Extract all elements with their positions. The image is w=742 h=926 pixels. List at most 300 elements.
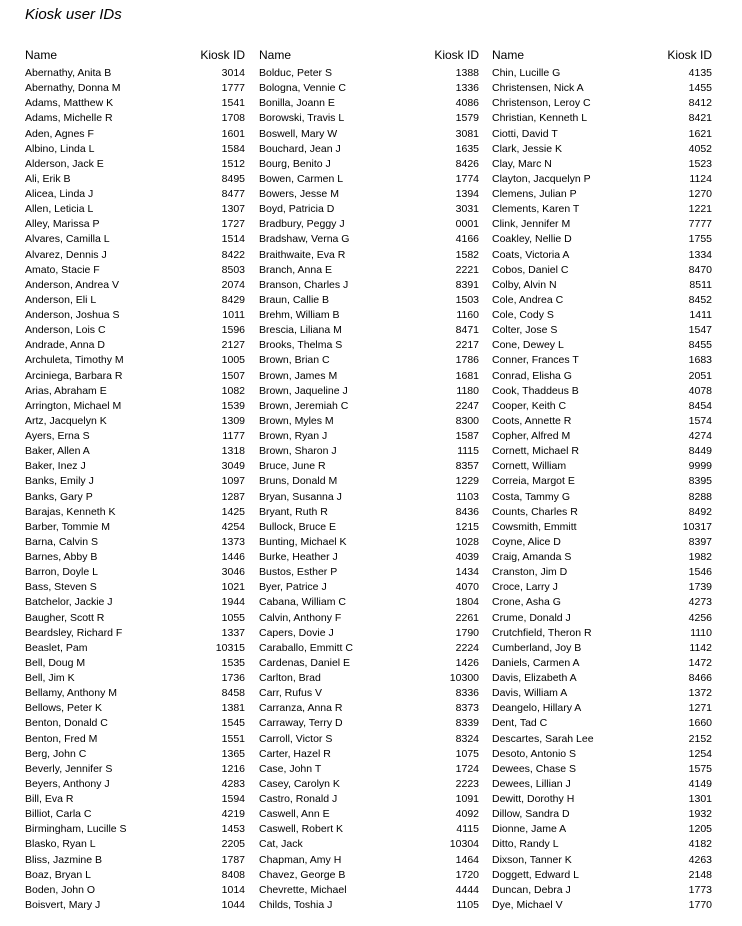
- table-row: [25, 748, 245, 763]
- table-row: [492, 385, 712, 400]
- kiosk-id: 4135: [688, 67, 712, 79]
- kiosk-id: 1411: [689, 309, 712, 321]
- user-name: Caraballo, Emmitt C: [259, 641, 353, 654]
- kiosk-id: 1254: [688, 747, 712, 760]
- user-name: Braithwaite, Eva R: [259, 248, 346, 261]
- table-row: [259, 400, 479, 415]
- user-name: Bruce, June R: [259, 460, 326, 473]
- kiosk-id: 1660: [688, 717, 712, 730]
- user-name: Coots, Annette R: [492, 414, 572, 427]
- kiosk-id: 1621: [688, 127, 712, 140]
- table-row: [259, 264, 479, 279]
- user-name: Abernathy, Donna M: [25, 82, 121, 95]
- table-row: [25, 627, 245, 642]
- kiosk-id: 1804: [455, 596, 479, 609]
- user-name: Amato, Stacie F: [25, 263, 100, 276]
- table-row: [259, 294, 479, 309]
- kiosk-id: 4256: [688, 611, 712, 624]
- user-name: Carr, Rufus V: [259, 687, 323, 700]
- user-name: Coats, Victoria A: [492, 248, 570, 261]
- user-name: Barber, Tommie M: [25, 520, 110, 533]
- user-name: Caswell, Ann E: [259, 808, 330, 821]
- table-row: [492, 370, 712, 385]
- user-name: Aden, Agnes F: [25, 127, 94, 140]
- table-row: [25, 279, 245, 294]
- user-name: Beyers, Anthony J: [25, 777, 110, 790]
- user-name: Boaz, Bryan L: [25, 868, 91, 881]
- table-row: [25, 612, 245, 627]
- table-row: [492, 143, 712, 158]
- table-row: [492, 233, 712, 248]
- table-row: [492, 596, 712, 611]
- user-name: Beverly, Jennifer S: [25, 762, 113, 775]
- kiosk-id: 8324: [455, 732, 479, 745]
- table-row: [492, 445, 712, 460]
- user-name: Clay, Marc N: [492, 157, 552, 170]
- user-name: Davis, Elizabeth A: [492, 672, 577, 684]
- table-row: [492, 566, 712, 581]
- kiosk-id: 3031: [455, 203, 479, 216]
- user-name: Clements, Karen T: [492, 203, 580, 216]
- user-name: Christensen, Nick A: [492, 82, 584, 95]
- user-name: Dewees, Lillian J: [492, 777, 571, 790]
- table-row: [25, 823, 245, 838]
- user-name: Adams, Matthew K: [25, 97, 114, 110]
- table-row: [25, 854, 245, 869]
- user-name: Alvarez, Dennis J: [25, 248, 107, 261]
- table-row: [25, 687, 245, 702]
- table-row: [259, 596, 479, 611]
- user-name: Deangelo, Hillary A: [492, 702, 582, 715]
- kiosk-id: 3081: [455, 127, 479, 140]
- table-row: [492, 687, 712, 702]
- table-row: [25, 173, 245, 188]
- user-name: Clemens, Julian P: [492, 188, 577, 200]
- user-name: Anderson, Joshua S: [25, 309, 120, 321]
- kiosk-id: 1982: [688, 551, 712, 563]
- kiosk-id: 2152: [688, 732, 712, 745]
- table-row: [492, 128, 712, 143]
- table-row: [25, 233, 245, 248]
- user-name: Ditto, Randy L: [492, 838, 559, 851]
- user-name: Crutchfield, Theron R: [492, 626, 592, 639]
- kiosk-id: 1287: [221, 490, 245, 503]
- kiosk-id: 1021: [221, 581, 245, 594]
- kiosk-id: 4182: [688, 838, 712, 851]
- table-row: [259, 188, 479, 203]
- user-name: Barajas, Kenneth K: [25, 505, 116, 518]
- user-name: Doggett, Edward L: [492, 868, 579, 881]
- user-name: Bellows, Peter K: [25, 702, 103, 715]
- column-1: [25, 48, 245, 914]
- table-row: [25, 521, 245, 536]
- table-row: [25, 128, 245, 143]
- table-row: [25, 657, 245, 672]
- table-row: [25, 158, 245, 173]
- kiosk-id: 10304: [449, 838, 479, 851]
- kiosk-id: 8412: [688, 97, 712, 110]
- user-name: Dillow, Sandra D: [492, 808, 570, 821]
- table-row: [259, 279, 479, 294]
- table-row: [492, 899, 712, 914]
- table-row: [492, 657, 712, 672]
- table-row: [25, 67, 245, 82]
- table-row: [259, 415, 479, 430]
- kiosk-id: 1105: [456, 898, 479, 911]
- table-row: [259, 491, 479, 506]
- kiosk-id: 1307: [221, 203, 245, 216]
- table-row: [25, 551, 245, 566]
- kiosk-id: 4086: [455, 97, 479, 110]
- kiosk-id: 1337: [221, 626, 245, 639]
- kiosk-id: 1044: [221, 898, 245, 911]
- kiosk-id: 8449: [688, 445, 712, 458]
- table-row: [259, 778, 479, 793]
- table-row: [259, 733, 479, 748]
- user-name: Dewitt, Dorothy H: [492, 793, 575, 805]
- kiosk-id: 1720: [455, 868, 479, 881]
- user-name: Arias, Abraham E: [25, 384, 107, 397]
- user-name: Christenson, Leroy C: [492, 97, 591, 110]
- user-name: Bliss, Jazmine B: [25, 853, 103, 866]
- user-name: Brown, Jaqueline J: [259, 384, 348, 397]
- table-row: [259, 869, 479, 884]
- kiosk-id: 1472: [688, 656, 712, 669]
- table-row: [492, 854, 712, 869]
- kiosk-id: 4263: [688, 853, 712, 866]
- kiosk-id: 2223: [455, 777, 479, 790]
- table-row: [25, 763, 245, 778]
- table-row: [25, 838, 245, 853]
- kiosk-id: 1523: [688, 157, 712, 170]
- kiosk-id: 1365: [221, 747, 245, 760]
- table-row: [259, 97, 479, 112]
- kiosk-id: 1028: [455, 535, 479, 548]
- kiosk-id: 1381: [221, 702, 245, 715]
- user-name: Banks, Gary P: [25, 490, 93, 503]
- user-name: Correia, Margot E: [492, 475, 575, 488]
- table-row: [25, 581, 245, 596]
- table-row: [259, 430, 479, 445]
- table-row: [492, 521, 712, 536]
- kiosk-id: 10317: [682, 520, 712, 533]
- table-row: [492, 717, 712, 732]
- kiosk-id: 1546: [688, 566, 712, 579]
- user-name: Case, John T: [259, 762, 322, 775]
- kiosk-id: 8373: [455, 702, 479, 715]
- kiosk-id: 8458: [221, 687, 245, 700]
- user-name: Alderson, Jack E: [25, 157, 104, 170]
- user-name: Bowers, Jesse M: [259, 188, 339, 200]
- user-name: Colter, Jose S: [492, 324, 558, 337]
- user-name: Brown, Myles M: [259, 414, 334, 427]
- table-row: [492, 82, 712, 97]
- table-row: [492, 642, 712, 657]
- kiosk-id: 1124: [689, 172, 712, 185]
- user-name: Arciniega, Barbara R: [25, 369, 123, 382]
- table-row: [259, 551, 479, 566]
- table-row: [492, 808, 712, 823]
- table-row: [259, 370, 479, 385]
- table-row: [259, 249, 479, 264]
- table-row: [492, 264, 712, 279]
- kiosk-id: 2051: [688, 369, 712, 382]
- kiosk-id: 4115: [456, 823, 479, 836]
- user-name: Bologna, Vennie C: [259, 82, 346, 95]
- user-name: Adams, Michelle R: [25, 112, 113, 125]
- kiosk-id: 8436: [455, 505, 479, 518]
- kiosk-id: 1075: [455, 747, 479, 760]
- kiosk-id: 1787: [221, 853, 245, 866]
- kiosk-id: 1579: [455, 112, 479, 125]
- table-row: [25, 264, 245, 279]
- kiosk-id: 1434: [455, 566, 479, 579]
- user-name: Castro, Ronald J: [259, 793, 338, 805]
- kiosk-id-header: Kiosk ID: [200, 48, 245, 62]
- kiosk-id: 8477: [221, 188, 245, 200]
- kiosk-id: 1587: [455, 430, 479, 442]
- user-name: Ciotti, David T: [492, 127, 558, 140]
- kiosk-id: 4092: [455, 808, 479, 821]
- column-2: [259, 48, 479, 914]
- kiosk-id: 2127: [221, 339, 245, 352]
- user-name: Cooper, Keith C: [492, 399, 567, 412]
- kiosk-id: 1005: [221, 354, 245, 367]
- kiosk-id: 9999: [688, 460, 712, 473]
- table-row: [259, 67, 479, 82]
- user-name: Daniels, Carmen A: [492, 656, 580, 669]
- kiosk-id: 8455: [688, 339, 712, 352]
- kiosk-id: 1229: [455, 475, 479, 488]
- table-row: [492, 884, 712, 899]
- kiosk-id: 1336: [455, 82, 479, 95]
- table-row: [25, 869, 245, 884]
- table-row: [25, 884, 245, 899]
- kiosk-id: 2148: [688, 868, 712, 881]
- kiosk-id: 8397: [688, 535, 712, 548]
- kiosk-id: 1014: [221, 883, 245, 896]
- table-row: [25, 642, 245, 657]
- kiosk-id: 1373: [221, 535, 245, 548]
- table-row: [492, 67, 712, 82]
- user-name: Casey, Carolyn K: [259, 777, 340, 790]
- table-row: [25, 143, 245, 158]
- user-name: Beaslet, Pam: [25, 641, 88, 654]
- table-row: [259, 233, 479, 248]
- kiosk-id-header: Kiosk ID: [434, 48, 479, 62]
- table-row: [492, 823, 712, 838]
- table-row: [25, 672, 245, 687]
- table-row: [492, 112, 712, 127]
- column-header: [492, 48, 712, 63]
- user-name: Cobos, Daniel C: [492, 263, 569, 276]
- user-name: Bradshaw, Verna G: [259, 233, 350, 246]
- table-row: [25, 778, 245, 793]
- kiosk-id: 1205: [688, 823, 712, 836]
- table-row: [259, 702, 479, 717]
- table-row: [492, 869, 712, 884]
- kiosk-id: 8429: [221, 293, 245, 306]
- table-row: [259, 763, 479, 778]
- kiosk-id: 1681: [455, 369, 479, 382]
- kiosk-id: 1944: [221, 596, 245, 609]
- user-name: Anderson, Andrea V: [25, 278, 119, 291]
- kiosk-id: 1790: [455, 626, 479, 639]
- kiosk-id: 1455: [688, 82, 712, 95]
- user-name: Desoto, Antonio S: [492, 747, 577, 760]
- user-name: Albino, Linda L: [25, 142, 95, 155]
- kiosk-id: 0001: [455, 218, 479, 231]
- user-name: Braun, Callie B: [259, 293, 330, 306]
- user-name: Baugher, Scott R: [25, 611, 105, 624]
- kiosk-id: 1584: [221, 142, 245, 155]
- table-row: [492, 203, 712, 218]
- kiosk-id: 2224: [455, 641, 479, 654]
- table-row: [25, 188, 245, 203]
- page-title: Kiosk user IDs: [25, 6, 122, 23]
- kiosk-id: 8339: [455, 717, 479, 730]
- kiosk-id: 1270: [688, 188, 712, 200]
- kiosk-id: 1142: [689, 641, 712, 654]
- kiosk-id: 1635: [455, 142, 479, 155]
- user-name: Bell, Jim K: [25, 672, 75, 684]
- kiosk-id: 4149: [688, 777, 712, 790]
- user-name: Baker, Inez J: [25, 460, 86, 473]
- table-row: [25, 793, 245, 808]
- kiosk-id: 1786: [455, 354, 479, 367]
- user-name: Ali, Erik B: [25, 172, 71, 185]
- kiosk-id: 1545: [221, 717, 245, 730]
- user-name: Bryant, Ruth R: [259, 505, 328, 518]
- table-row: [259, 823, 479, 838]
- kiosk-id: 4274: [688, 430, 712, 442]
- kiosk-id: 8395: [688, 475, 712, 488]
- kiosk-id: 1770: [688, 898, 712, 911]
- user-name: Bellamy, Anthony M: [25, 687, 118, 700]
- kiosk-id: 1271: [688, 702, 712, 715]
- table-row: [492, 763, 712, 778]
- table-row: [25, 445, 245, 460]
- kiosk-id: 8470: [688, 263, 712, 276]
- table-row: [25, 566, 245, 581]
- kiosk-id: 1708: [221, 112, 245, 125]
- table-row: [25, 112, 245, 127]
- kiosk-id: 8466: [688, 672, 712, 684]
- kiosk-id: 2074: [221, 278, 245, 291]
- user-name: Cole, Andrea C: [492, 293, 564, 306]
- table-row: [25, 385, 245, 400]
- user-name: Boisvert, Mary J: [25, 898, 101, 911]
- user-name: Arrington, Michael M: [25, 399, 122, 412]
- table-row: [259, 143, 479, 158]
- user-name: Bowen, Carmen L: [259, 172, 344, 185]
- table-row: [25, 702, 245, 717]
- user-name: Branson, Charles J: [259, 278, 349, 291]
- user-name: Cook, Thaddeus B: [492, 384, 579, 397]
- user-name: Carranza, Anna R: [259, 702, 343, 715]
- kiosk-id: 2217: [455, 339, 479, 352]
- kiosk-id: 1055: [221, 611, 245, 624]
- user-name: Childs, Toshia J: [259, 898, 333, 911]
- column-rows: [259, 67, 479, 914]
- kiosk-id: 1388: [455, 67, 479, 79]
- table-row: [25, 491, 245, 506]
- user-name: Anderson, Eli L: [25, 293, 97, 306]
- table-row: [259, 566, 479, 581]
- table-row: [25, 354, 245, 369]
- table-row: [492, 400, 712, 415]
- table-row: [259, 657, 479, 672]
- kiosk-id: 1160: [456, 309, 479, 321]
- table-row: [259, 339, 479, 354]
- user-name: Davis, William A: [492, 687, 568, 700]
- user-name: Clark, Jessie K: [492, 142, 563, 155]
- user-name: Coyne, Alice D: [492, 535, 561, 548]
- user-name: Conrad, Elisha G: [492, 369, 572, 382]
- user-name: Benton, Donald C: [25, 717, 108, 730]
- table-row: [259, 899, 479, 914]
- kiosk-id: 1594: [221, 793, 245, 805]
- kiosk-id: 2247: [455, 399, 479, 412]
- kiosk-id: 3046: [221, 566, 245, 579]
- user-name: Brown, Brian C: [259, 354, 330, 367]
- user-name: Barnes, Abby B: [25, 551, 98, 563]
- table-row: [492, 279, 712, 294]
- kiosk-id: 1464: [455, 853, 479, 866]
- kiosk-id: 1097: [221, 475, 245, 488]
- table-row: [25, 324, 245, 339]
- kiosk-id: 1932: [688, 808, 712, 821]
- table-row: [492, 294, 712, 309]
- table-row: [492, 97, 712, 112]
- table-row: [25, 370, 245, 385]
- user-name: Descartes, Sarah Lee: [492, 732, 594, 745]
- table-row: [25, 899, 245, 914]
- user-name: Craig, Amanda S: [492, 551, 572, 563]
- table-row: [492, 793, 712, 808]
- table-row: [259, 445, 479, 460]
- user-name: Crume, Donald J: [492, 611, 571, 624]
- table-row: [259, 309, 479, 324]
- user-name: Bryan, Susanna J: [259, 490, 342, 503]
- user-name: Copher, Alfred M: [492, 430, 571, 442]
- table-row: [25, 249, 245, 264]
- kiosk-id: 1539: [221, 399, 245, 412]
- table-row: [259, 203, 479, 218]
- kiosk-id: 8391: [455, 278, 479, 291]
- user-name: Bill, Eva R: [25, 793, 74, 805]
- kiosk-id: 1755: [688, 233, 712, 246]
- kiosk-id: 1426: [455, 656, 479, 669]
- table-row: [492, 475, 712, 490]
- table-row: [259, 627, 479, 642]
- table-row: [492, 173, 712, 188]
- kiosk-id: 1739: [688, 581, 712, 594]
- kiosk-id: 1091: [455, 793, 479, 805]
- kiosk-id: 3049: [221, 460, 245, 473]
- table-row: [25, 203, 245, 218]
- table-row: [25, 717, 245, 732]
- table-row: [259, 521, 479, 536]
- user-name: Chavez, George B: [259, 868, 346, 881]
- user-name: Bonilla, Joann E: [259, 97, 335, 110]
- kiosk-id: 10315: [215, 641, 245, 654]
- table-row: [259, 748, 479, 763]
- user-name: Capers, Dovie J: [259, 626, 334, 639]
- kiosk-id: 8288: [688, 490, 712, 503]
- user-name: Carter, Hazel R: [259, 747, 331, 760]
- user-name: Clink, Jennifer M: [492, 218, 571, 231]
